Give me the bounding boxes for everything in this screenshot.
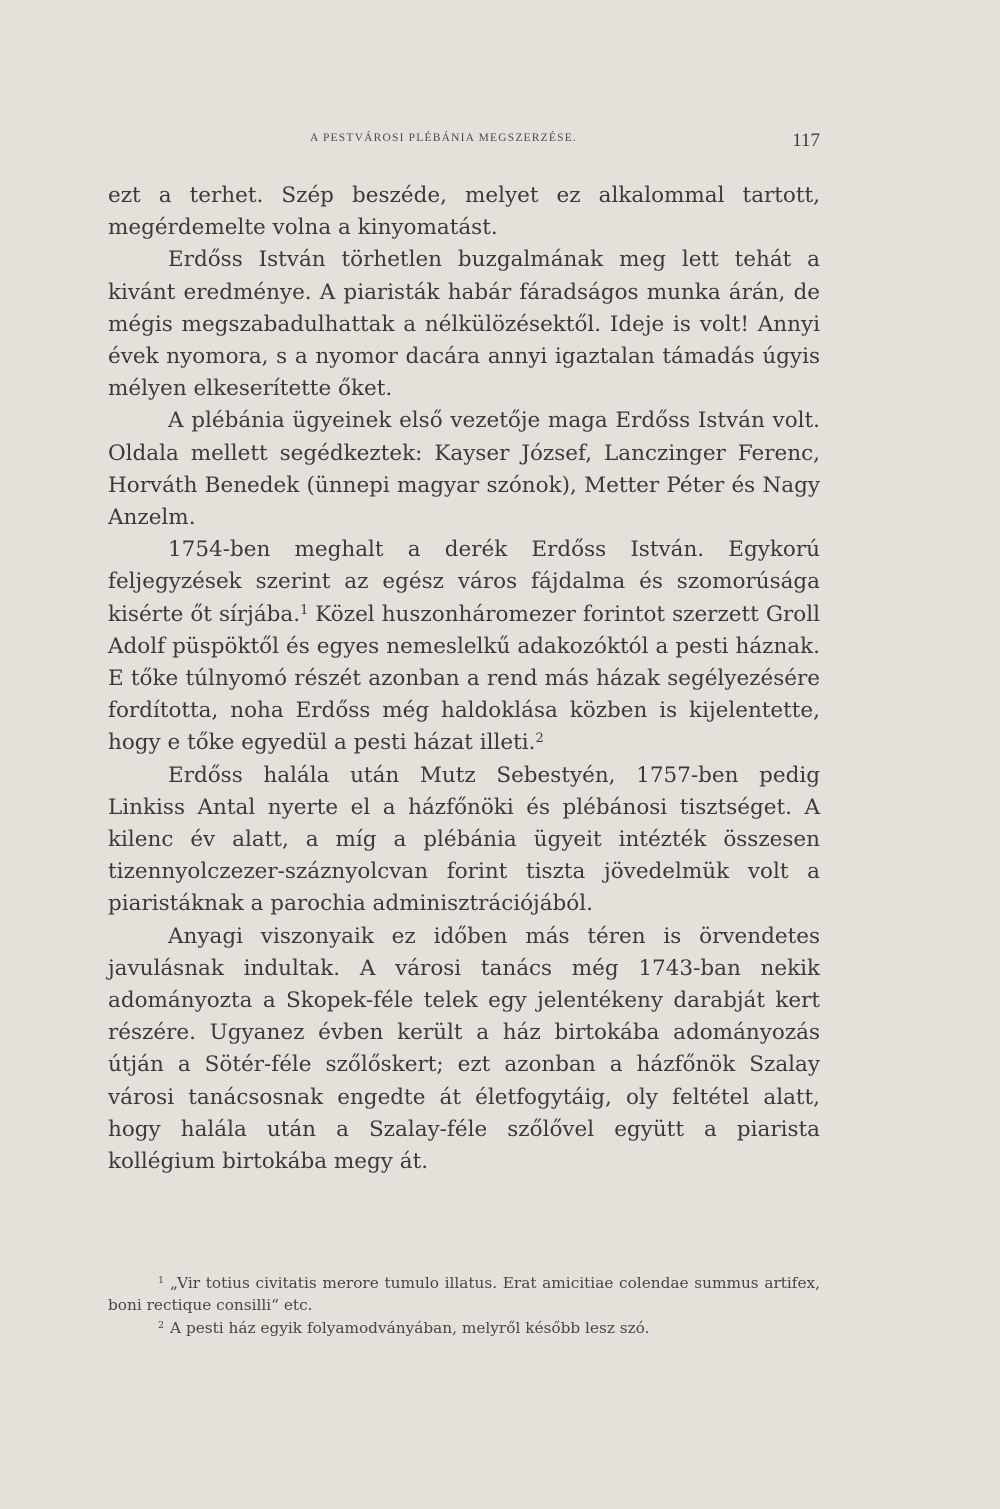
body-text — [108, 180, 820, 1178]
paragraph-3: A plébánia ügyeinek első vezetője maga Erdőss István volt. Oldala mellett segédkeztek: Kayser József, Lanczinger Ferenc, Horváth Benedek (ünnepi magyar szónok), Metter Péter és Nagy Anzelm. — [108, 408, 820, 531]
footnotes — [108, 1272, 820, 1339]
paragraph-4-part-2: Közel huszonháromezer forintot szerzett Groll Adolf püspöktől és egyes nemeslelkű adakozóktól a pesti háznak. E tőke túlnyomó részét azonban a rend más házak segélyezésére fordította, noha Erdőss még haldoklása közben is kijelentette, hogy e tőke egyedül a pesti házat illeti. — [108, 601, 820, 756]
page-header — [310, 130, 820, 154]
running-title: A PESTVÁROSI PLÉBÁNIA MEGSZERZÉSE. — [310, 132, 577, 144]
footnote-1 — [108, 1272, 820, 1317]
footnote-2 — [108, 1317, 820, 1339]
footnote-reference-1: 1 — [300, 602, 309, 618]
page-number: 117 — [792, 130, 820, 151]
paragraph-6: Anyagi viszonyaik ez időben más téren is örvendetes javulásnak indultak. A városi tanács még 1743-ban nekik adományozta a Skopek-féle telek egy jelentékeny darabját kert részére. Ugyanez évben került a ház birtokába adományozás útján a Sötér-féle szőlőskert; ezt azonban a házfőnök Szalay városi tanácsosnak engedte át életfogytáig, oly feltétel alatt, hogy halála után a Szalay-féle szőlővel együtt a piarista kollégium birtokába megy át. — [108, 923, 820, 1175]
paragraph-1: ezt a terhet. Szép beszéde, melyet ez alkalommal tartott, megérdemelte volna a kinyomatást. — [108, 183, 820, 241]
paragraph-4 — [108, 534, 820, 759]
footnote-text-2: A pesti ház egyik folyamodványában, melyről később lesz szó. — [170, 1318, 650, 1337]
footnote-mark-2: 2 — [158, 1319, 165, 1331]
paragraph-5: Erdőss halála után Mutz Sebestyén, 1757-ben pedig Linkiss Antal nyerte el a házfőnöki és plébánosi tisztséget. A kilenc év alatt, a míg a plébánia ügyeit intézték összesen tizennyolczezer-száznyolcvan forint tiszta jövedelmük volt a piaristáknak a parochia adminisztrációjából. — [108, 762, 820, 917]
paragraph-4-part-1: 1754-ben meghalt a derék Erdőss István. Egykorú feljegyzések szerint az egész város fájdalma és szomorúsága kisérte őt sírjába. — [108, 537, 820, 627]
footnote-mark-1: 1 — [158, 1275, 165, 1287]
footnote-text-1: „Vir totius civitatis merore tumulo illatus. Erat amicitiae colendae summus artifex, boni rectique consilli“ etc. — [108, 1274, 820, 1315]
paragraph-2: Erdőss István törhetlen buzgalmának meg lett tehát a kivánt eredménye. A piaristák habár fáradságos munka árán, de mégis megszabadulhattak a nélkülözésektől. Ideje is volt! Annyi évek nyomora, s a nyomor dacára annyi igaztalan támadás úgyis mélyen elkeserítette őket. — [108, 247, 820, 402]
footnote-reference-2: 2 — [535, 731, 544, 747]
